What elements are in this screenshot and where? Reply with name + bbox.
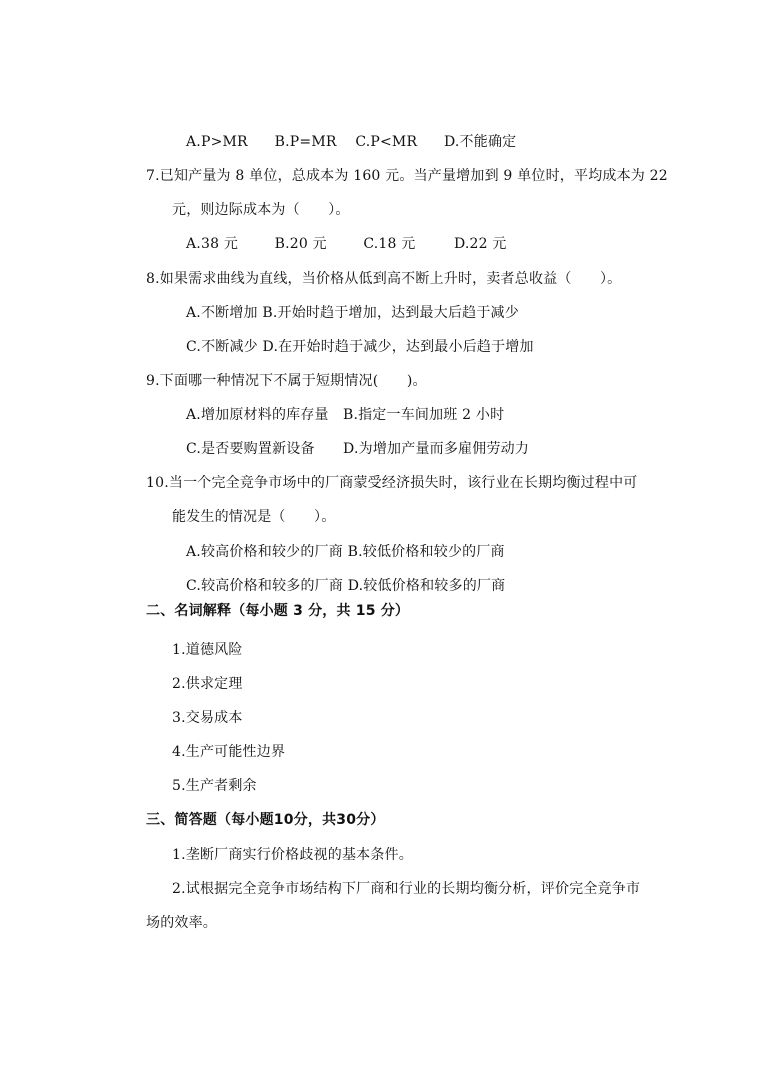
section-2-item-1: 1.道德风险 xyxy=(172,642,243,658)
q10-line-1: 10.当一个完全竞争市场中的厂商蒙受经济损失时，该行业在长期均衡过程中可 xyxy=(146,475,638,491)
section-3-item-2: 2.试根据完全竞争市场结构下厂商和行业的长期均衡分析，评价完全竞争市 xyxy=(172,881,641,897)
q6-option-a: A.P>MR xyxy=(186,134,248,150)
section-3-item-1: 1.垄断厂商实行价格歧视的基本条件。 xyxy=(172,847,413,863)
q10-option-row-2: C.较高价格和较多的厂商 D.较低价格和较多的厂商 xyxy=(186,578,506,594)
q9-line-1: 9.下面哪一种情况下不属于短期情况( )。 xyxy=(146,373,427,389)
q6-option-c: C.P<MR xyxy=(355,134,418,150)
section-2-item-5: 5.生产者剩余 xyxy=(172,778,257,794)
q8-line-1: 8.如果需求曲线为直线，当价格从低到高不断上升时，卖者总收益（ ）。 xyxy=(146,271,622,287)
q8-option-row-1: A.不断增加 B.开始时趋于增加，达到最大后趋于减少 xyxy=(186,305,519,321)
section-3-title: 三、简答题（每小题10分，共30分） xyxy=(146,812,385,828)
q7-option-c: C.18 元 xyxy=(363,236,416,252)
q9-option-row-1: A.增加原材料的库存量 B.指定一车间加班 2 小时 xyxy=(186,407,505,423)
section-3-item-2-cont: 场的效率。 xyxy=(146,915,217,931)
q10-option-row-1: A.较高价格和较少的厂商 B.较低价格和较少的厂商 xyxy=(186,544,505,560)
q7-option-b: B.20 元 xyxy=(274,236,327,252)
q10-line-2: 能发生的情况是（ ）。 xyxy=(172,509,336,525)
q7-line-1: 7.已知产量为 8 单位，总成本为 160 元。当产量增加到 9 单位时，平均成本为 22 xyxy=(146,168,668,184)
section-2-title: 二、名词解释（每小题 3 分，共 15 分） xyxy=(146,603,410,619)
q6-option-d: D.不能确定 xyxy=(443,134,517,150)
section-2-item-4: 4.生产可能性边界 xyxy=(172,744,286,760)
section-2-item-2: 2.供求定理 xyxy=(172,676,243,692)
q7-line-2: 元，则边际成本为（ ）。 xyxy=(172,202,350,218)
q6-options xyxy=(186,133,516,151)
q7-option-d: D.22 元 xyxy=(453,236,507,252)
q8-option-row-2: C.不断减少 D.在开始时趋于减少，达到最小后趋于增加 xyxy=(186,339,534,355)
q7-options xyxy=(186,235,507,253)
q7-option-a: A.38 元 xyxy=(186,236,239,252)
q9-option-row-2: C.是否要购置新设备 D.为增加产量而多雇佣劳动力 xyxy=(186,441,530,457)
q6-option-b: B.P=MR xyxy=(274,134,337,150)
section-2-item-3: 3.交易成本 xyxy=(172,710,243,726)
